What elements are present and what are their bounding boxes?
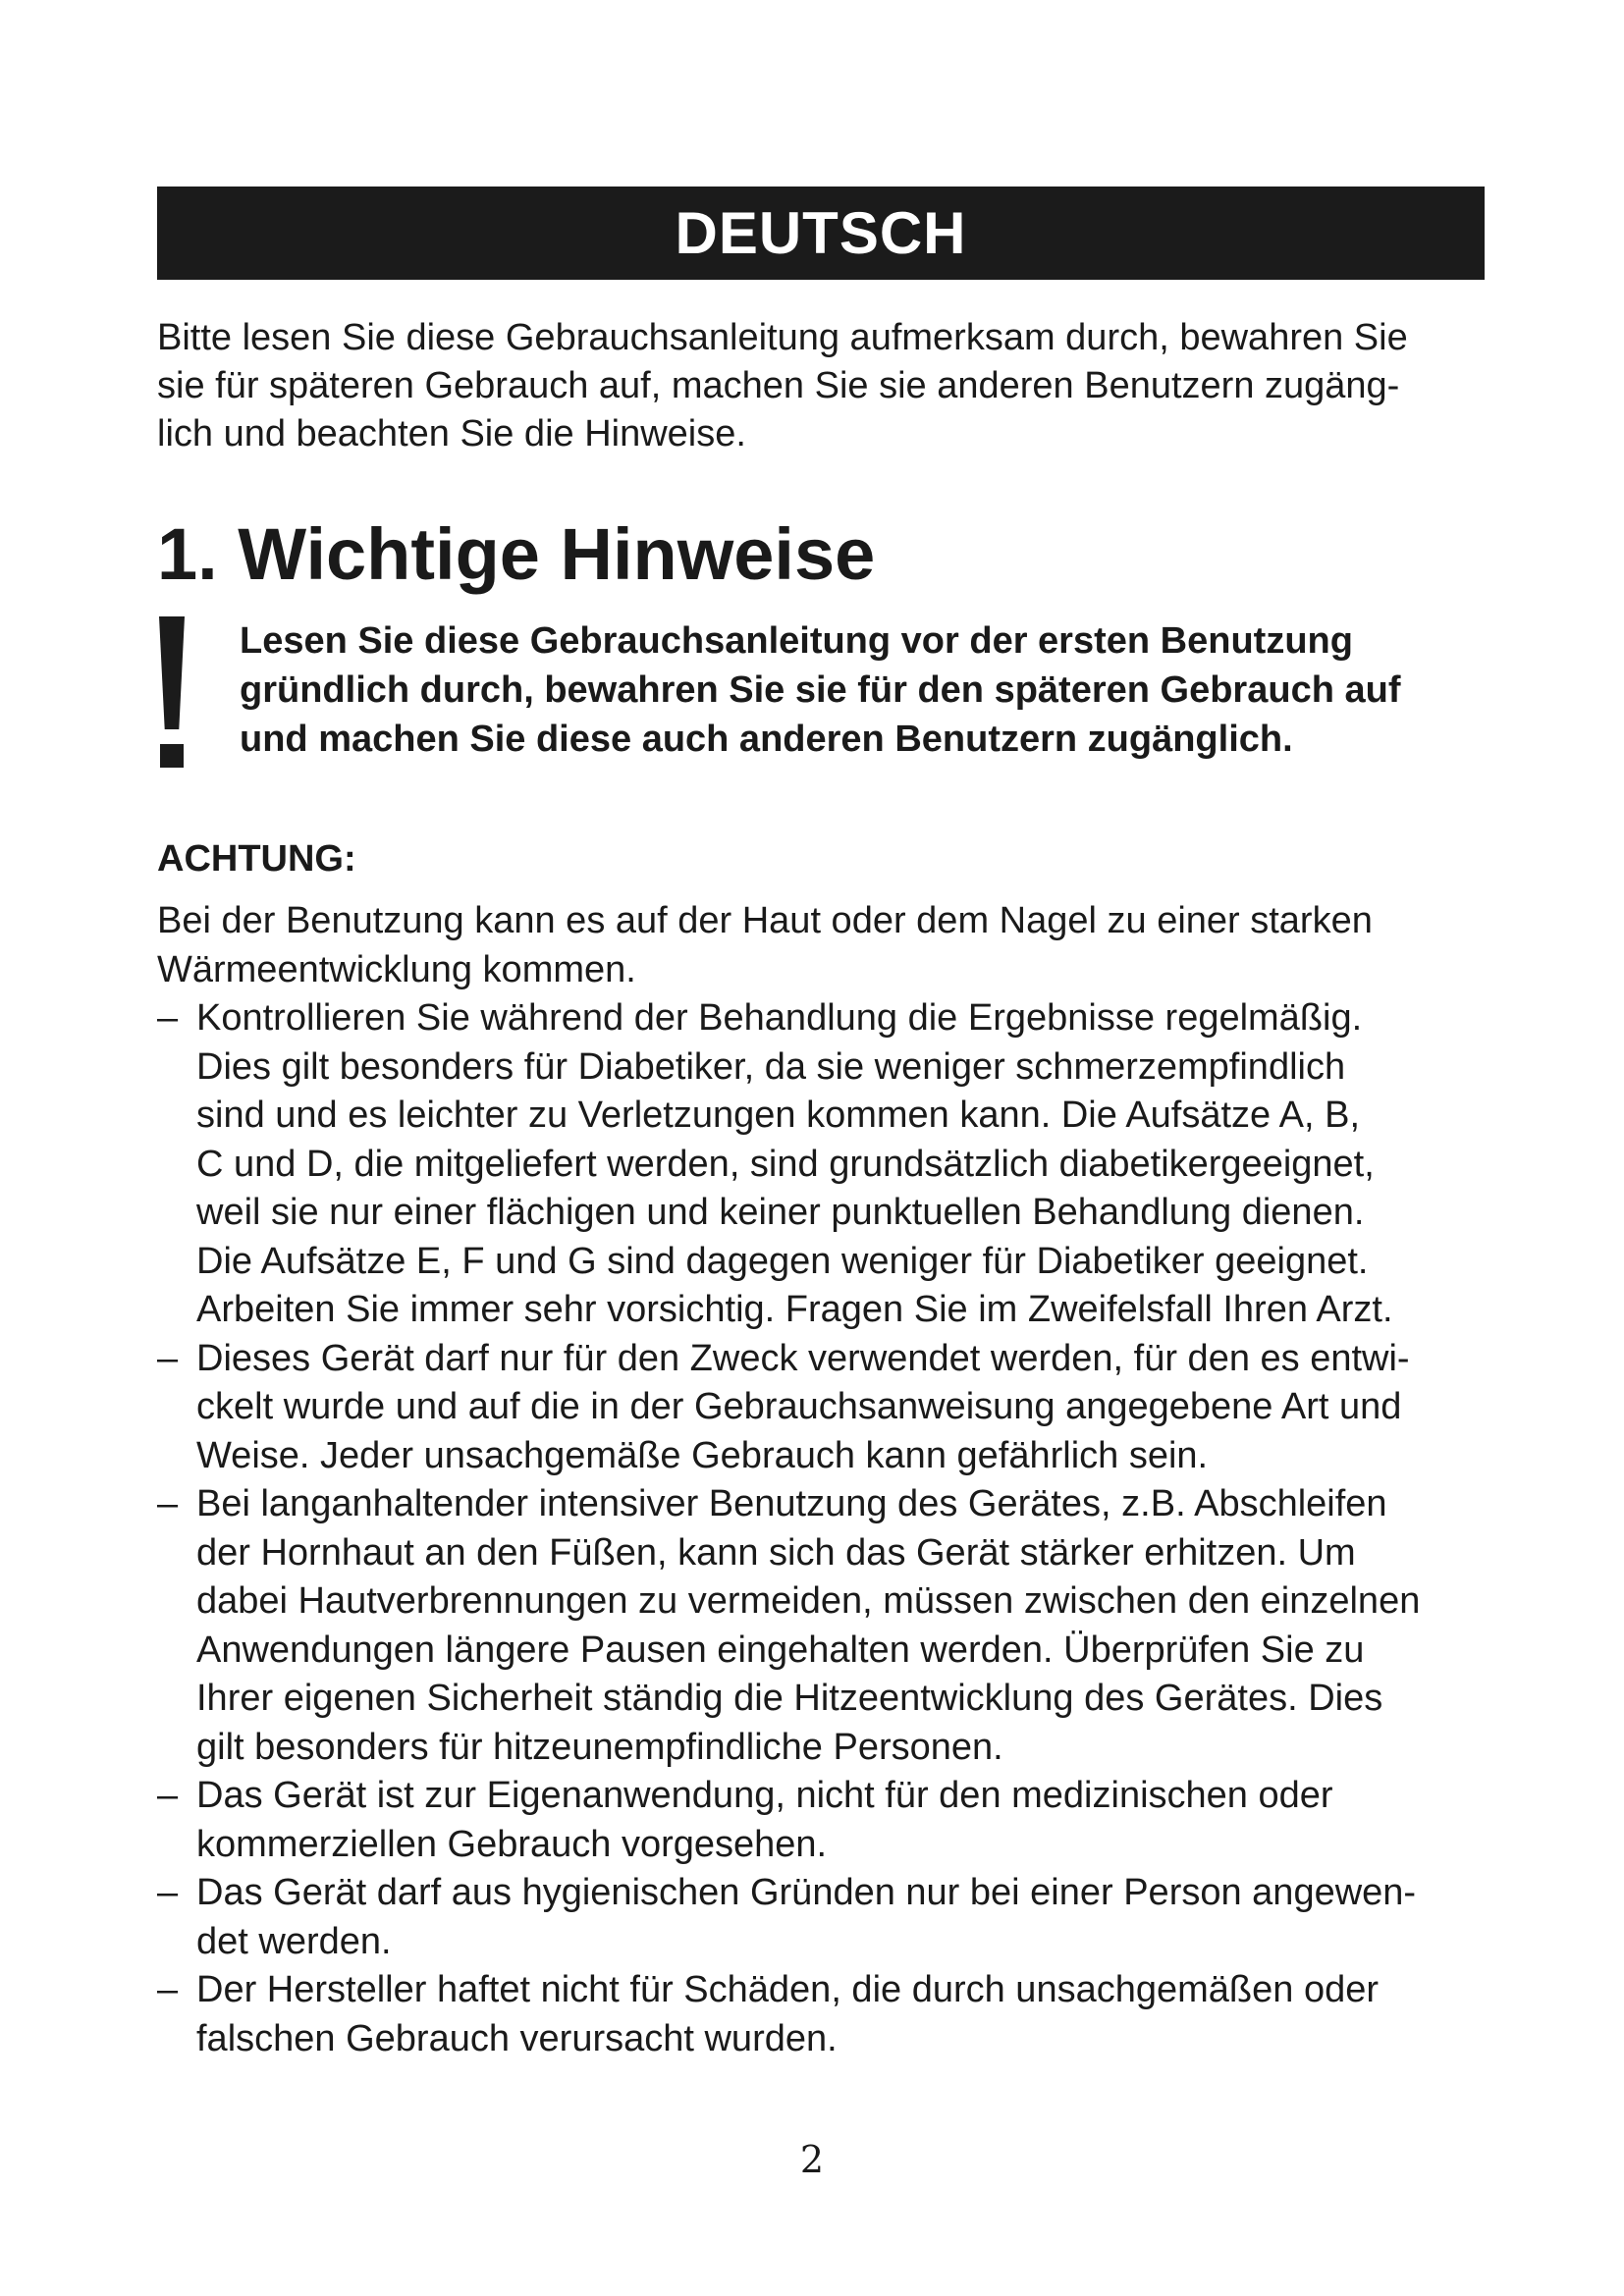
bullet-item xyxy=(157,1966,1502,2063)
bullet-line: kommerziellen Gebrauch vorgesehen. xyxy=(196,1823,828,1865)
bullet-line: sind und es leichter zu Verletzungen kommen kann. Die Aufsätze A, B, xyxy=(196,1095,1361,1136)
bullet-line: det werden. xyxy=(196,1920,392,1962)
bullet-line: Bei langanhaltender intensiver Benutzung des Gerätes, z.B. Abschleifen xyxy=(196,1483,1387,1524)
bullet-line: Ihrer eigenen Sicherheit ständig die Hitzeentwicklung des Gerätes. Dies xyxy=(196,1678,1383,1719)
bullet-line: weil sie nur einer flächigen und keiner punktuellen Behandlung dienen. xyxy=(196,1192,1365,1233)
bullet-line: Die Aufsätze E, F und G sind dagegen weniger für Diabetiker geeignet. xyxy=(196,1240,1369,1282)
bullet-line: Kontrollieren Sie während der Behandlung die Ergebnisse regelmäßig. xyxy=(196,997,1363,1039)
bullet-line: Dies gilt besonders für Diabetiker, da sie weniger schmerzempfindlich xyxy=(196,1045,1346,1088)
attention-heading: ACHTUNG: xyxy=(157,838,356,880)
page-number: 2 xyxy=(799,2138,825,2181)
warning-line: gründlich durch, bewahren Sie sie für den späteren Gebrauch auf xyxy=(240,669,1401,711)
language-banner-title: DEUTSCH xyxy=(675,200,967,266)
bullet-item xyxy=(157,1772,1502,1869)
warning-notice xyxy=(240,616,1496,764)
bullet-item xyxy=(157,994,1502,1335)
exclamation-icon xyxy=(157,616,187,774)
bullet-line: falschen Gebrauch verursacht wurden. xyxy=(196,2017,838,2059)
section-title: 1. Wichtige Hinweise xyxy=(157,513,876,595)
bullet-line: Das Gerät darf aus hygienischen Gründen nur bei einer Person angewen- xyxy=(196,1872,1417,1913)
bullet-item xyxy=(157,1480,1502,1772)
attention-intro-line: Bei der Benutzung kann es auf der Haut oder dem Nagel zu einer starken xyxy=(157,900,1373,941)
bullet-item xyxy=(157,1869,1502,1966)
intro-line: Bitte lesen Sie diese Gebrauchsanleitung aufmerksam durch, bewahren Sie xyxy=(157,317,1408,358)
attention-intro-line: Wärmeentwicklung kommen. xyxy=(157,948,636,990)
bullet-line: Der Hersteller haftet nicht für Schäden, die durch unsachgemäßen oder xyxy=(196,1969,1379,2010)
bullet-line: C und D, die mitgeliefert werden, sind grundsätzlich diabetikergeeignet, xyxy=(196,1143,1375,1185)
bullet-line: gilt besonders für hitzeunempfindliche Personen. xyxy=(196,1726,1003,1768)
intro-paragraph xyxy=(157,314,1492,458)
warning-line: und machen Sie diese auch anderen Benutzern zugänglich. xyxy=(240,719,1293,760)
bullet-item xyxy=(157,1335,1502,1481)
bullet-line: der Hornhaut an den Füßen, kann sich das Gerät stärker erhitzen. Um xyxy=(196,1531,1356,1574)
attention-bullet-list xyxy=(157,994,1502,2063)
bullet-line: Das Gerät ist zur Eigenanwendung, nicht für den medizinischen oder xyxy=(196,1775,1333,1816)
bullet-line: Anwendungen längere Pausen eingehalten werden. Überprüfen Sie zu xyxy=(196,1629,1365,1671)
bullet-line: Arbeiten Sie immer sehr vorsichtig. Fragen Sie im Zweifelsfall Ihren Arzt. xyxy=(196,1289,1393,1330)
bullet-line: Weise. Jeder unsachgemäße Gebrauch kann gefährlich sein. xyxy=(196,1434,1209,1476)
attention-intro xyxy=(157,897,1492,994)
bullet-line: Dieses Gerät darf nur für den Zweck verwendet werden, für den es entwi- xyxy=(196,1337,1410,1379)
intro-line: sie für späteren Gebrauch auf, machen Sie sie anderen Benutzern zugäng- xyxy=(157,365,1400,406)
language-banner xyxy=(157,187,1485,280)
bullet-line: ckelt wurde und auf die in der Gebrauchsanweisung angegebene Art und xyxy=(196,1386,1402,1427)
intro-line: lich und beachten Sie die Hinweise. xyxy=(157,413,746,454)
bullet-line: dabei Hautverbrennungen zu vermeiden, müssen zwischen den einzelnen xyxy=(196,1580,1421,1622)
warning-line: Lesen Sie diese Gebrauchsanleitung vor der ersten Benutzung xyxy=(240,620,1353,662)
